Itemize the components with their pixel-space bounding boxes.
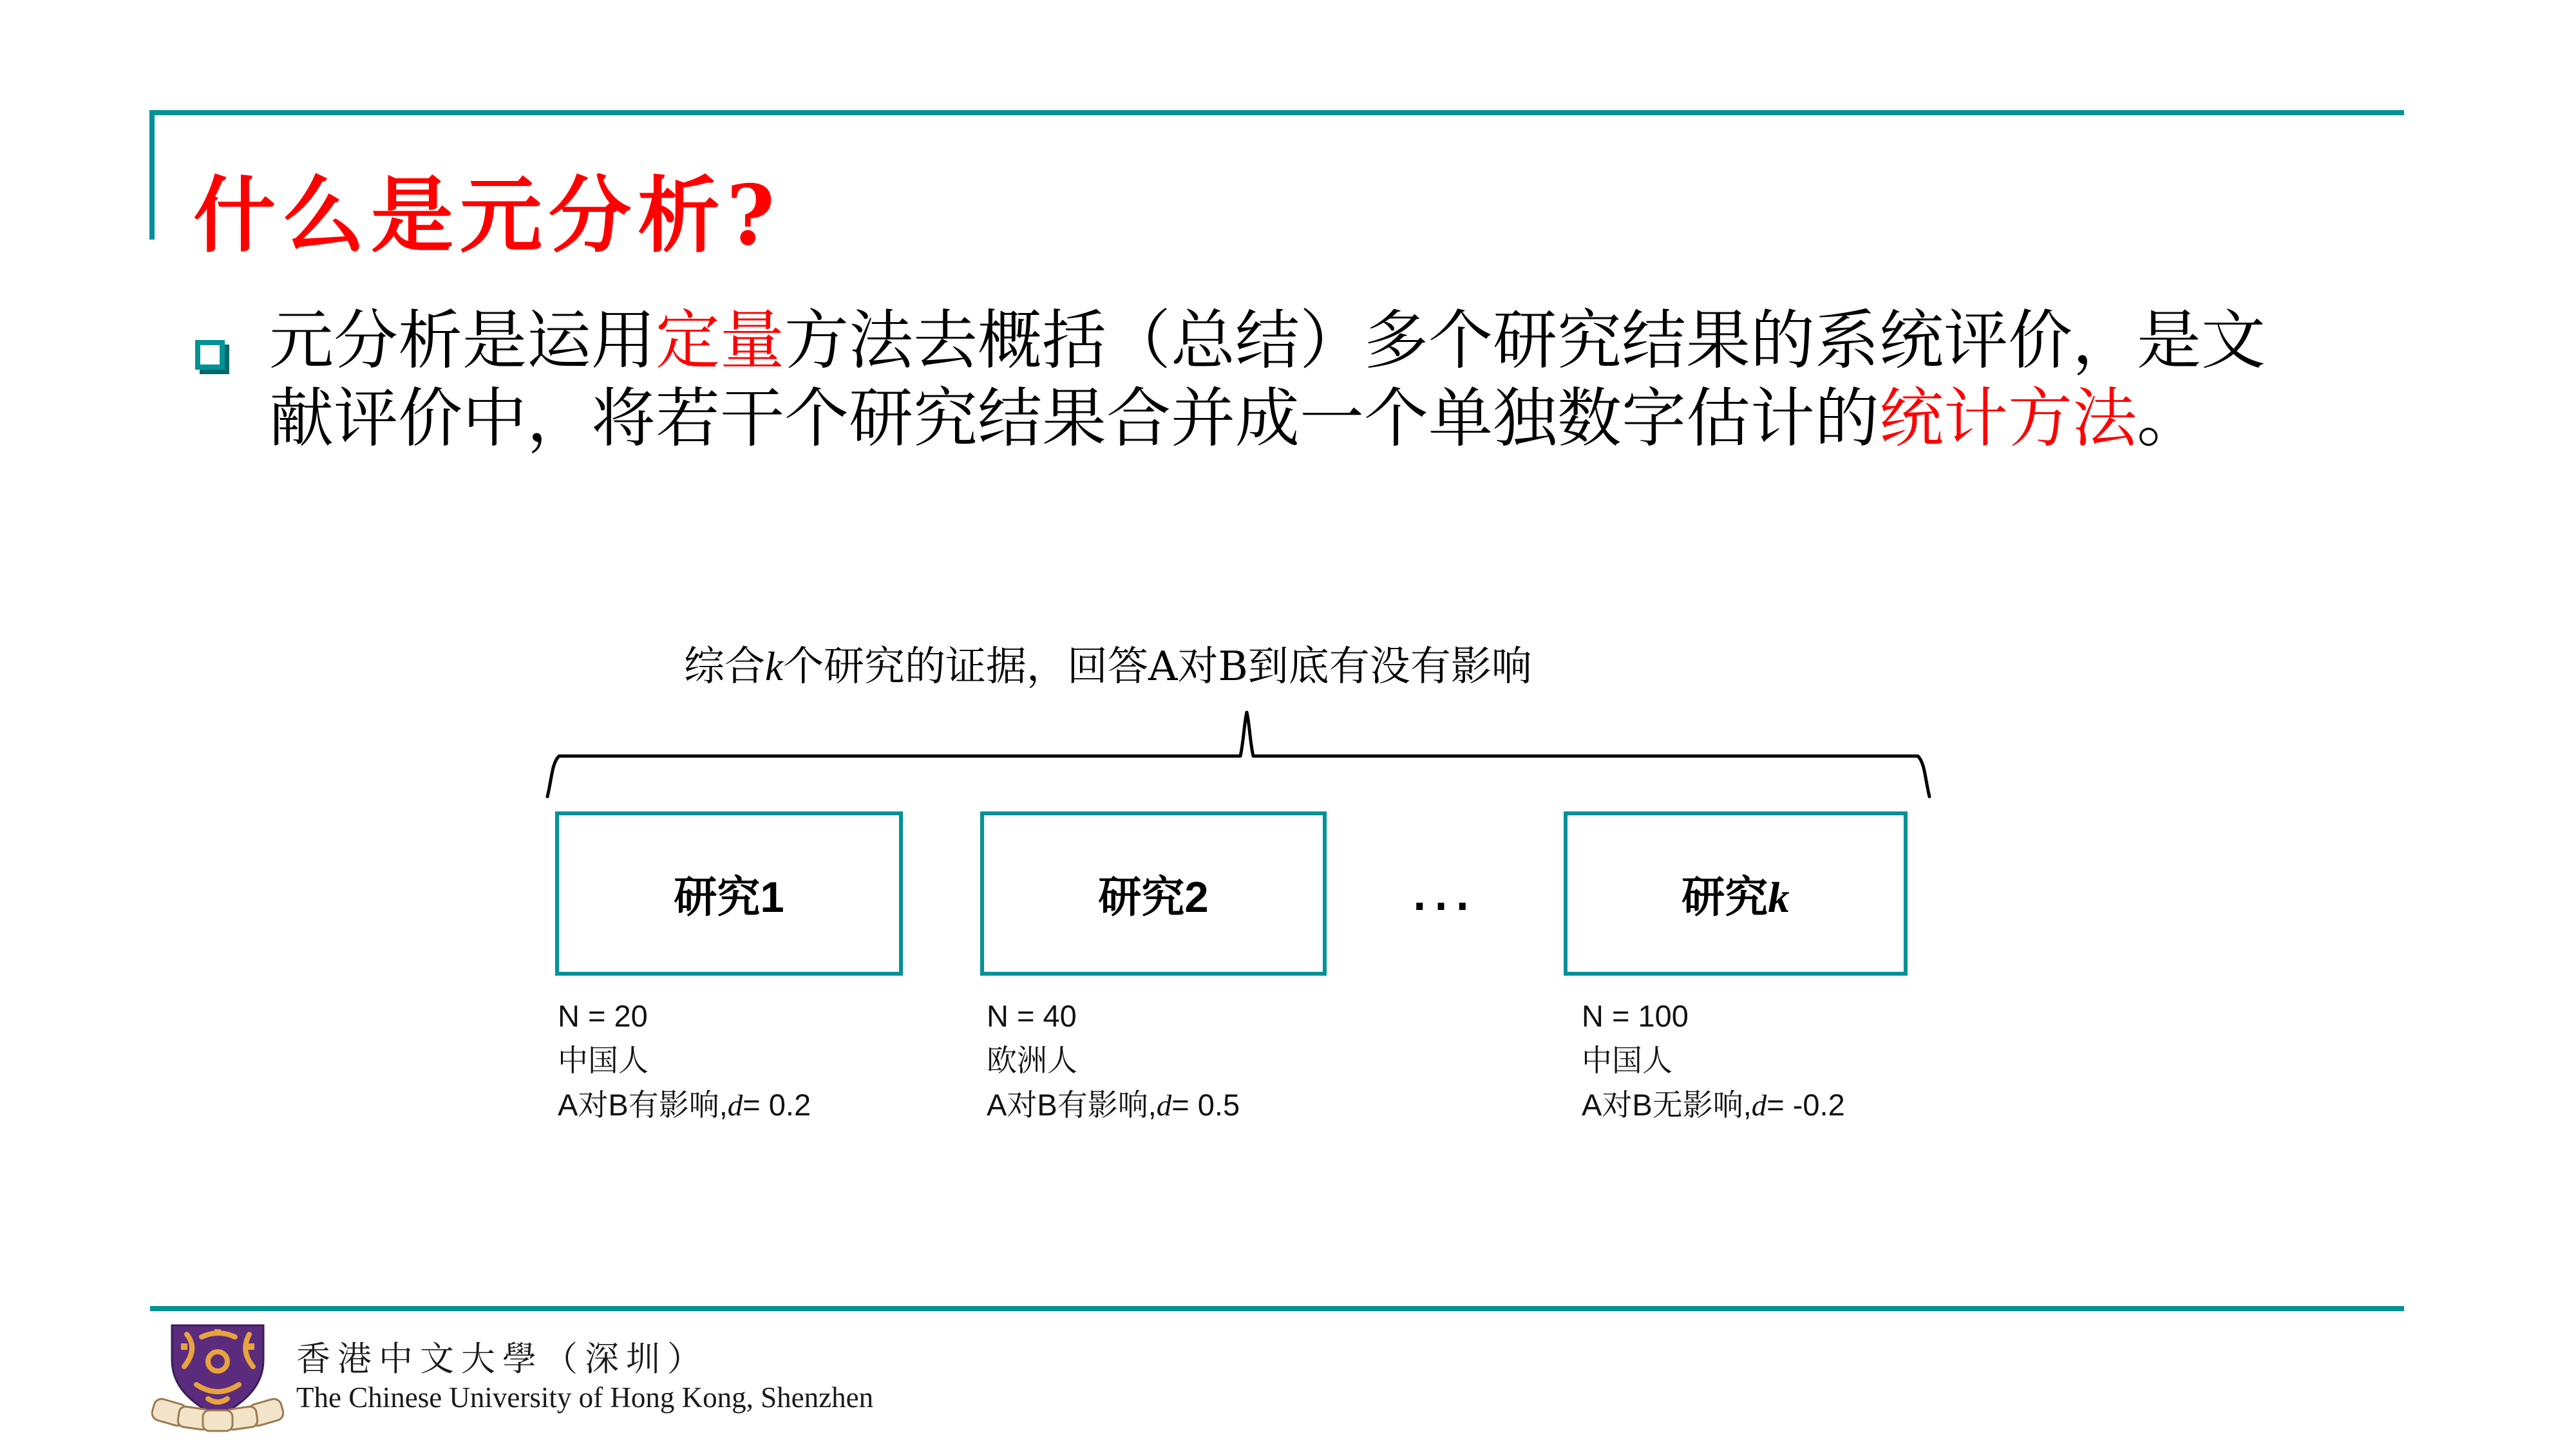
body-line-2 bbox=[269, 379, 2266, 457]
study-2-d-value: = 0.5 bbox=[1171, 1088, 1240, 1122]
body-line-1 bbox=[269, 301, 2266, 379]
study-1-details bbox=[558, 994, 811, 1128]
study-box-2 bbox=[980, 811, 1327, 976]
study-1-label: 研究 bbox=[674, 873, 761, 922]
study-2-index: 2 bbox=[1184, 873, 1209, 922]
curly-brace-icon bbox=[541, 702, 1938, 805]
body-line2-highlight: 统计方法 bbox=[1879, 381, 2137, 456]
study-box-k bbox=[1564, 811, 1908, 976]
page-title: 什么是元分析? bbox=[193, 167, 782, 264]
study-1-d-value: = 0.2 bbox=[743, 1088, 811, 1122]
evidence-post: 个研究的证据，回答A对B到底有没有影响 bbox=[782, 643, 1532, 690]
study-1-population: 中国人 bbox=[558, 1043, 649, 1077]
evidence-pre: 综合 bbox=[684, 643, 765, 690]
study-k-details bbox=[1582, 994, 1845, 1128]
study-k-population: 中国人 bbox=[1582, 1043, 1672, 1077]
body-paragraph bbox=[269, 301, 2266, 457]
study-2-population: 欧洲人 bbox=[987, 1043, 1077, 1077]
study-box-1 bbox=[555, 811, 903, 976]
study-2-label: 研究 bbox=[1098, 873, 1185, 922]
square-bullet-icon bbox=[195, 340, 225, 370]
study-k-sample-size: N = 100 bbox=[1582, 999, 1689, 1033]
cuhk-crest-icon bbox=[151, 1321, 284, 1432]
study-2-finding bbox=[987, 1083, 1240, 1128]
study-box-k-label bbox=[1681, 863, 1790, 925]
study-2-details bbox=[987, 994, 1240, 1128]
study-1-sample-size: N = 20 bbox=[558, 999, 648, 1033]
body-line2-post: 。 bbox=[2137, 381, 2201, 456]
study-1-index: 1 bbox=[760, 873, 784, 922]
body-line1-pre: 元分析是运用 bbox=[269, 303, 656, 378]
study-box-2-label bbox=[1098, 863, 1208, 925]
study-1-finding bbox=[558, 1083, 811, 1128]
study-box-1-label bbox=[674, 863, 784, 925]
study-k-finding-text: A对B无影响, bbox=[1582, 1088, 1752, 1122]
university-name-cn: 香港中文大學（深圳） bbox=[296, 1341, 708, 1378]
study-1-finding-text: A对B有影响, bbox=[558, 1088, 728, 1122]
university-name-en: The Chinese University of Hong Kong, Shenzhen bbox=[296, 1381, 874, 1414]
study-k-finding bbox=[1582, 1083, 1845, 1128]
body-line1-highlight: 定量 bbox=[656, 303, 784, 378]
body-line1-post: 方法去概括（总结）多个研究结果的系统评价，是文 bbox=[784, 303, 2266, 378]
title-left-divider bbox=[149, 110, 155, 240]
study-k-label: 研究 bbox=[1681, 873, 1768, 922]
study-2-sample-size: N = 40 bbox=[987, 999, 1077, 1033]
top-divider bbox=[149, 110, 2404, 115]
evidence-caption bbox=[684, 634, 1532, 692]
study-2-finding-text: A对B有影响, bbox=[987, 1088, 1157, 1122]
study-k-index: k bbox=[1768, 873, 1790, 922]
ellipsis-between-boxes: … bbox=[1407, 849, 1479, 925]
study-k-d-symbol: d bbox=[1751, 1089, 1767, 1122]
body-line2-pre: 献评价中，将若干个研究结果合并成一个单独数字估计的 bbox=[269, 381, 1879, 456]
evidence-k: k bbox=[765, 644, 783, 689]
study-2-d-symbol: d bbox=[1156, 1089, 1172, 1122]
study-1-d-symbol: d bbox=[727, 1089, 743, 1122]
footer-divider bbox=[150, 1306, 2404, 1311]
study-k-d-value: = -0.2 bbox=[1766, 1088, 1845, 1122]
